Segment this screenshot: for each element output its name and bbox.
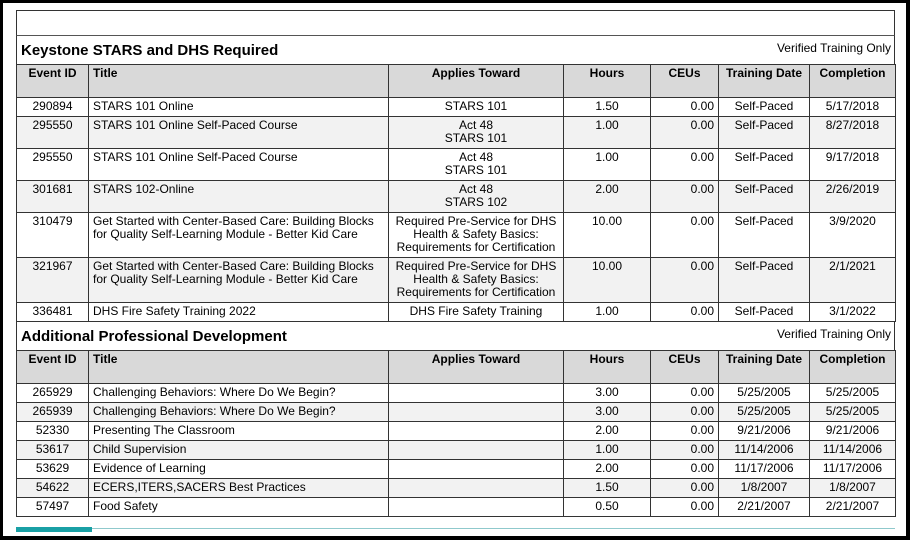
table-row (17, 213, 896, 258)
cell-training-date: 11/17/2006 (719, 460, 810, 479)
table-row (17, 422, 896, 441)
cell-training-date: 11/14/2006 (719, 441, 810, 460)
table-row (17, 303, 896, 322)
cell-event-id: 336481 (17, 303, 89, 322)
cell-event-id: 295550 (17, 149, 89, 181)
cell-completion: 5/25/2005 (810, 403, 896, 422)
cell-completion: 2/1/2021 (810, 258, 896, 303)
table-row (17, 149, 896, 181)
cell-hours: 1.00 (564, 303, 651, 322)
cell-title: STARS 101 Online (89, 98, 389, 117)
cell-ceus: 0.00 (651, 258, 719, 303)
cell-applies-toward: STARS 101 (389, 98, 564, 117)
table-row (17, 258, 896, 303)
footer-accent-bar (16, 527, 92, 532)
cell-ceus: 0.00 (651, 181, 719, 213)
cell-event-id: 310479 (17, 213, 89, 258)
cell-completion: 3/9/2020 (810, 213, 896, 258)
section-title: Keystone STARS and DHS Required (21, 42, 279, 59)
table-row (17, 441, 896, 460)
table-row (17, 498, 896, 517)
column-header-training-date: Training Date (719, 351, 810, 384)
cell-applies-toward: Act 48 STARS 101 (389, 149, 564, 181)
cell-title: DHS Fire Safety Training 2022 (89, 303, 389, 322)
table-header-row (17, 65, 896, 98)
training-table (16, 64, 896, 322)
column-header-completion: Completion (810, 65, 896, 98)
cell-completion: 5/25/2005 (810, 384, 896, 403)
cell-completion: 5/17/2018 (810, 98, 896, 117)
cell-hours: 3.00 (564, 403, 651, 422)
training-record (16, 36, 895, 517)
cell-applies-toward (389, 498, 564, 517)
cell-training-date: 2/21/2007 (719, 498, 810, 517)
cell-hours: 1.00 (564, 441, 651, 460)
cell-event-id: 321967 (17, 258, 89, 303)
cell-hours: 2.00 (564, 422, 651, 441)
column-header-title: Title (89, 351, 389, 384)
table-header-row (17, 351, 896, 384)
cell-title: STARS 101 Online Self-Paced Course (89, 149, 389, 181)
column-header-completion: Completion (810, 351, 896, 384)
cell-hours: 1.00 (564, 117, 651, 149)
cell-title: STARS 101 Online Self-Paced Course (89, 117, 389, 149)
cell-ceus: 0.00 (651, 213, 719, 258)
cell-title: Get Started with Center-Based Care: Building Blocks for Quality Self-Learning Module - Better Kid Care (89, 213, 389, 258)
cell-hours: 1.50 (564, 479, 651, 498)
column-header-ceus: CEUs (651, 65, 719, 98)
cell-ceus: 0.00 (651, 98, 719, 117)
cell-ceus: 0.00 (651, 441, 719, 460)
table-row (17, 479, 896, 498)
cell-training-date: Self-Paced (719, 213, 810, 258)
column-header-applies-toward: Applies Toward (389, 351, 564, 384)
cell-ceus: 0.00 (651, 403, 719, 422)
cell-training-date: 1/8/2007 (719, 479, 810, 498)
cell-title: Presenting The Classroom (89, 422, 389, 441)
cell-applies-toward (389, 403, 564, 422)
verified-note: Verified Training Only (776, 41, 891, 55)
cell-training-date: Self-Paced (719, 303, 810, 322)
cell-event-id: 53617 (17, 441, 89, 460)
cell-training-date: Self-Paced (719, 149, 810, 181)
training-table (16, 350, 896, 517)
cell-completion: 11/17/2006 (810, 460, 896, 479)
cell-event-id: 57497 (17, 498, 89, 517)
cell-completion: 1/8/2007 (810, 479, 896, 498)
table-row (17, 384, 896, 403)
cell-training-date: Self-Paced (719, 258, 810, 303)
cell-title: Child Supervision (89, 441, 389, 460)
cell-title: Challenging Behaviors: Where Do We Begin? (89, 403, 389, 422)
section-title: Additional Professional Development (21, 328, 287, 345)
cell-hours: 1.50 (564, 98, 651, 117)
cell-event-id: 54622 (17, 479, 89, 498)
verified-note: Verified Training Only (776, 327, 891, 341)
cell-completion: 9/21/2006 (810, 422, 896, 441)
header-box (16, 10, 895, 36)
cell-title: ECERS,ITERS,SACERS Best Practices (89, 479, 389, 498)
cell-title: STARS 102-Online (89, 181, 389, 213)
cell-applies-toward (389, 441, 564, 460)
section-header (16, 36, 895, 64)
cell-event-id: 301681 (17, 181, 89, 213)
column-header-hours: Hours (564, 351, 651, 384)
cell-training-date: 5/25/2005 (719, 384, 810, 403)
column-header-training-date: Training Date (719, 65, 810, 98)
cell-ceus: 0.00 (651, 422, 719, 441)
cell-completion: 9/17/2018 (810, 149, 896, 181)
cell-completion: 3/1/2022 (810, 303, 896, 322)
column-header-hours: Hours (564, 65, 651, 98)
cell-training-date: Self-Paced (719, 117, 810, 149)
cell-applies-toward (389, 460, 564, 479)
cell-event-id: 295550 (17, 117, 89, 149)
column-header-applies-toward: Applies Toward (389, 65, 564, 98)
cell-hours: 2.00 (564, 181, 651, 213)
table-row (17, 403, 896, 422)
section-header (16, 322, 895, 350)
cell-ceus: 0.00 (651, 117, 719, 149)
cell-applies-toward: DHS Fire Safety Training (389, 303, 564, 322)
column-header-event-id: Event ID (17, 65, 89, 98)
column-header-ceus: CEUs (651, 351, 719, 384)
cell-training-date: Self-Paced (719, 98, 810, 117)
cell-event-id: 52330 (17, 422, 89, 441)
cell-hours: 3.00 (564, 384, 651, 403)
cell-training-date: 9/21/2006 (719, 422, 810, 441)
footer-rule (16, 528, 895, 529)
cell-applies-toward (389, 422, 564, 441)
cell-applies-toward (389, 384, 564, 403)
cell-ceus: 0.00 (651, 498, 719, 517)
cell-ceus: 0.00 (651, 149, 719, 181)
cell-title: Challenging Behaviors: Where Do We Begin? (89, 384, 389, 403)
cell-title: Food Safety (89, 498, 389, 517)
cell-completion: 2/26/2019 (810, 181, 896, 213)
cell-hours: 10.00 (564, 213, 651, 258)
cell-title: Evidence of Learning (89, 460, 389, 479)
table-row (17, 460, 896, 479)
cell-ceus: 0.00 (651, 460, 719, 479)
cell-ceus: 0.00 (651, 303, 719, 322)
column-header-event-id: Event ID (17, 351, 89, 384)
cell-ceus: 0.00 (651, 479, 719, 498)
cell-applies-toward: Act 48 STARS 101 (389, 117, 564, 149)
cell-ceus: 0.00 (651, 384, 719, 403)
cell-hours: 10.00 (564, 258, 651, 303)
cell-completion: 11/14/2006 (810, 441, 896, 460)
table-row (17, 117, 896, 149)
cell-training-date: Self-Paced (719, 181, 810, 213)
cell-title: Get Started with Center-Based Care: Building Blocks for Quality Self-Learning Module - Better Kid Care (89, 258, 389, 303)
table-row (17, 98, 896, 117)
column-header-title: Title (89, 65, 389, 98)
cell-event-id: 265939 (17, 403, 89, 422)
cell-applies-toward: Act 48 STARS 102 (389, 181, 564, 213)
cell-event-id: 53629 (17, 460, 89, 479)
table-row (17, 181, 896, 213)
cell-training-date: 5/25/2005 (719, 403, 810, 422)
cell-completion: 8/27/2018 (810, 117, 896, 149)
cell-applies-toward: Required Pre-Service for DHS Health & Safety Basics: Requirements for Certification (389, 258, 564, 303)
cell-applies-toward: Required Pre-Service for DHS Health & Safety Basics: Requirements for Certification (389, 213, 564, 258)
cell-completion: 2/21/2007 (810, 498, 896, 517)
cell-hours: 1.00 (564, 149, 651, 181)
cell-hours: 0.50 (564, 498, 651, 517)
cell-event-id: 265929 (17, 384, 89, 403)
cell-applies-toward (389, 479, 564, 498)
cell-hours: 2.00 (564, 460, 651, 479)
cell-event-id: 290894 (17, 98, 89, 117)
